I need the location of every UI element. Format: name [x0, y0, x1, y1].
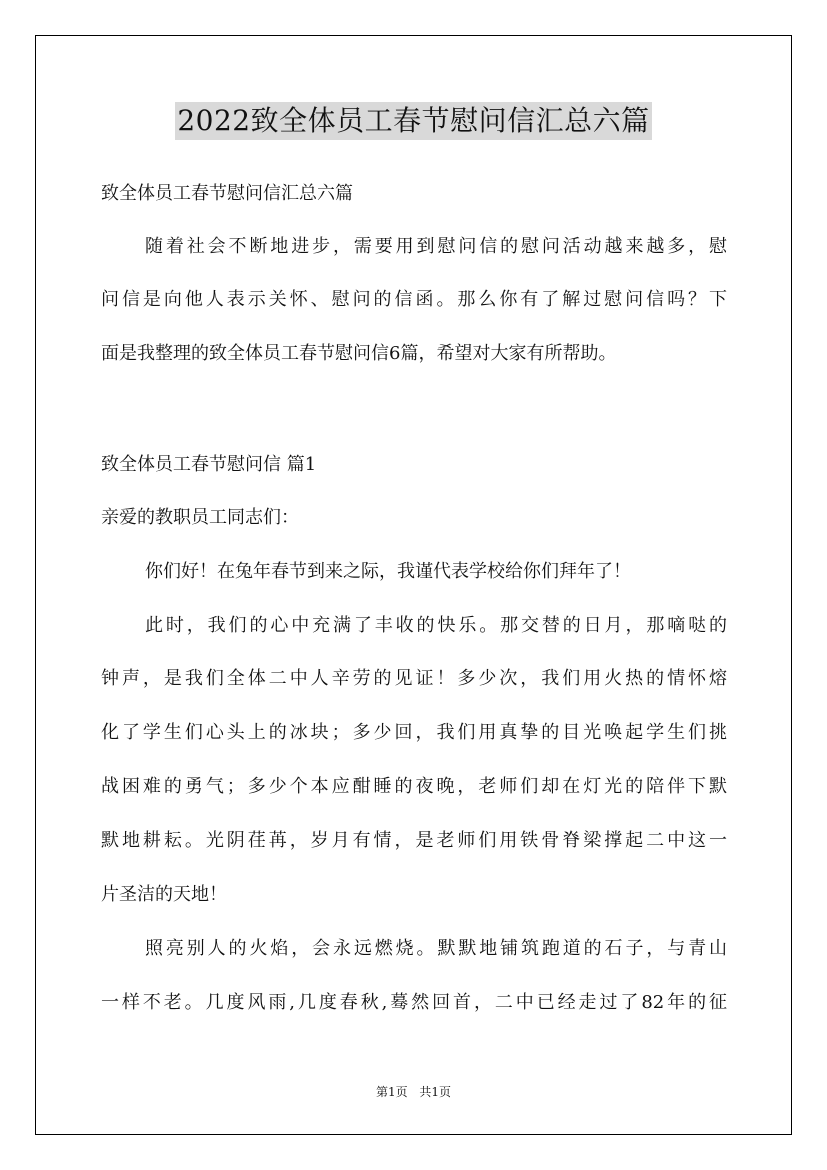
- salutation: 亲爱的教职员工同志们：: [101, 507, 299, 528]
- page-footer: [0, 1084, 827, 1100]
- paragraph2-line-2: 钟声，是我们全体二中人辛劳的见证！多少次，我们用火热的情怀熔: [101, 668, 727, 689]
- paragraph2-line-5: 默地耕耘。光阴荏苒，岁月有情，是老师们用铁骨脊梁撑起二中这一: [101, 830, 727, 851]
- title-container: [0, 102, 827, 140]
- paragraph2-line-3: 化了学生们心头上的冰块；多少回，我们用真挚的目光唤起学生们挑: [101, 722, 727, 743]
- paragraph3-line-2: 一样不老。几度风雨,几度春秋,蓦然回首，二中已经走过了82年的征: [101, 992, 727, 1013]
- intro-line-2: 问信是向他人表示关怀、慰问的信函。那么你有了解过慰问信吗？下: [101, 289, 727, 310]
- intro-line-3: 面是我整理的致全体员工春节慰问信6篇，希望对大家有所帮助。: [101, 343, 617, 364]
- paragraph2-line-1: 此时，我们的心中充满了丰收的快乐。那交替的日月，那嘀哒的: [145, 615, 727, 636]
- intro-line-1: 随着社会不断地进步，需要用到慰问信的慰问活动越来越多，慰: [145, 236, 727, 257]
- paragraph2-line-6: 片圣洁的天地！: [101, 884, 227, 905]
- section-heading: 致全体员工春节慰问信 篇1: [101, 454, 317, 475]
- page-total: 共1页: [419, 1085, 452, 1099]
- paragraph3-line-1: 照亮别人的火焰，会永远燃烧。默默地铺筑跑道的石子，与青山: [145, 938, 727, 959]
- document-title: 2022致全体员工春节慰问信汇总六篇: [175, 102, 651, 140]
- document-subtitle: 致全体员工春节慰问信汇总六篇: [101, 183, 353, 204]
- paragraph2-line-4: 战困难的勇气；多少个本应酣睡的夜晚，老师们却在灯光的陪伴下默: [101, 776, 727, 797]
- greeting: 你们好！在兔年春节到来之际，我谨代表学校给你们拜年了！: [145, 561, 631, 582]
- page-number: 第1页: [375, 1085, 408, 1099]
